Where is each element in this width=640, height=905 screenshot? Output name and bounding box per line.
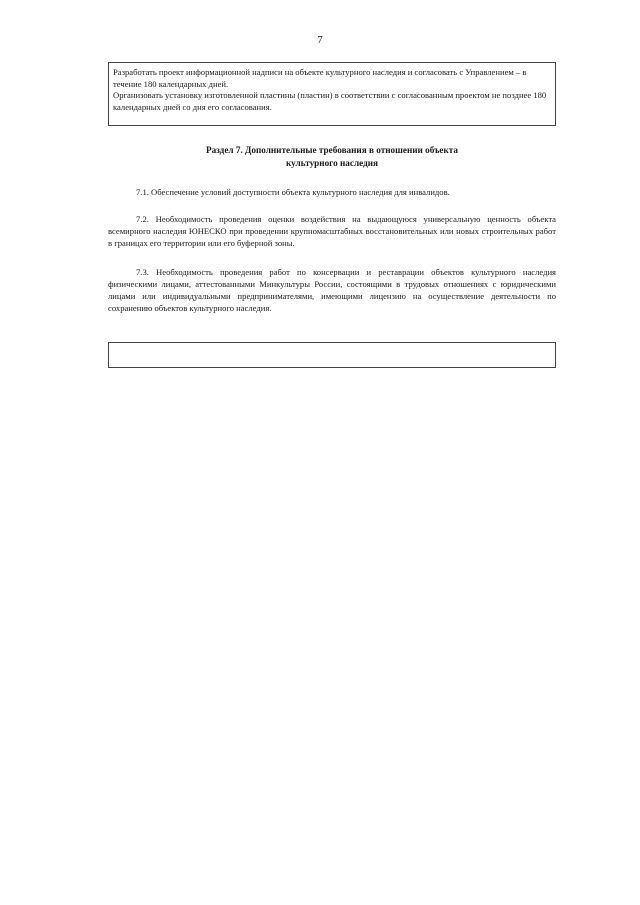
paragraph-7-2: 7.2. Необходимость проведения оценки воздействия на выдающуюся универсальную ценность объекта всемирного наследия ЮНЕСКО при проведении крупномасштабных восстановительных или новых строительных работ в границах его территории или его буферной зоны. bbox=[108, 214, 556, 248]
section-title-line-2: культурного наследия bbox=[286, 158, 378, 168]
paragraph-7-1: 7.1. Обеспечение условий доступности объекта культурного наследия для инвалидов. bbox=[136, 187, 450, 197]
info-plate-requirements-box bbox=[108, 62, 556, 126]
box-text-line-1: Разработать проект информационной надписи на объекте культурного наследия и согласовать с Управлением – в течение 180 календарных дней. bbox=[113, 67, 527, 89]
paragraph-7-3: 7.3. Необходимость проведения работ по консервации и реставрации объектов культурного наследия физическими лицами, аттестованными Минкультуры России, состоящими в трудовых отношениях с юридическими лицами или индивидуальными предпринимателями, имеющими лицензию на осуществление деятельности по сохранению объектов культурного наследия. bbox=[108, 267, 556, 313]
empty-bordered-box bbox=[108, 342, 556, 368]
section-title-line-1: Раздел 7. Дополнительные требования в отношении объекта bbox=[205, 145, 459, 155]
box-text-line-2: Организовать установку изготовленной пластины (пластин) в соответствии с согласованным проектом не позднее 180 календарных дней со дня его согласования. bbox=[113, 90, 547, 112]
section-title bbox=[108, 144, 556, 170]
page-number: 7 bbox=[317, 34, 323, 46]
